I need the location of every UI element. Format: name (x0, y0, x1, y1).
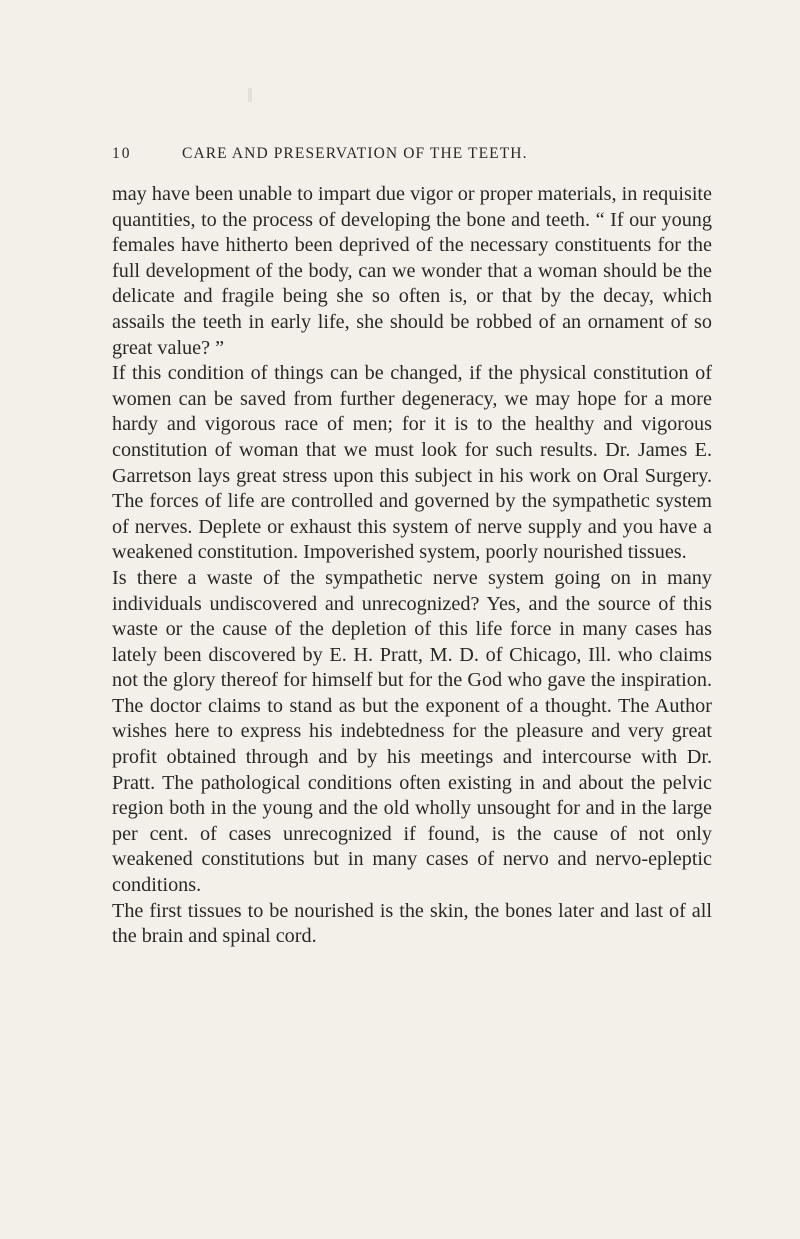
running-header (112, 143, 682, 165)
paragraph-1: may have been unable to impart due vigor or proper materials, in requisite quantities, to the process of developing the bone and teeth. “ If our young females have hitherto been deprived of the necessary constituents for the full development of the body, can we wonder that a woman should be the delicate and fragile being she so often is, or that by the decay, which assails the teeth in early life, she should be robbed of an ornament of so great value? ” (112, 183, 712, 359)
running-title: CARE AND PRESERVATION OF THE TEETH. (182, 145, 528, 162)
page-number: 10 (112, 145, 132, 162)
scan-smudge (248, 88, 252, 102)
body-text (112, 182, 712, 950)
paragraph-4: The first tissues to be nourished is the skin, the bones later and last of all the brain and spinal cord. (112, 899, 712, 948)
paragraph-2: If this condition of things can be changed, if the physical constitution of women can be saved from further degeneracy, we may hope for a more hardy and vigorous race of men; for it is to the healthy and vigorous constitution of woman that we must look for such results. Dr. James E. Garretson lays great stress upon this subject in his work on Oral Surgery. The forces of life are controlled and governed by the sympathetic system of nerves. Deplete or exhaust this system of nerve supply and you have a weakened constitution. Impoverished system, poorly nourished tissues. (112, 362, 712, 564)
paragraph-3: Is there a waste of the sympathetic nerve system going on in many individuals undiscovered and unrecognized? Yes, and the source of this waste or the cause of the depletion of this life force in many cases has lately been discovered by E. H. Pratt, M. D. of Chicago, Ill. who claims not the glory thereof for himself but for the God who gave the inspiration. The doctor claims to stand as but the exponent of a thought. The Author wishes here to express his indebtedness for the pleasure and very great profit obtained through and by his meetings and intercourse with Dr. Pratt. The pathological conditions often existing in and about the pelvic region both in the young and the old wholly unsought for and in the large per cent. of cases unrecognized if found, is the cause of not only weakened constitutions but in many cases of nervo and nervo-epleptic conditions. (112, 566, 712, 897)
